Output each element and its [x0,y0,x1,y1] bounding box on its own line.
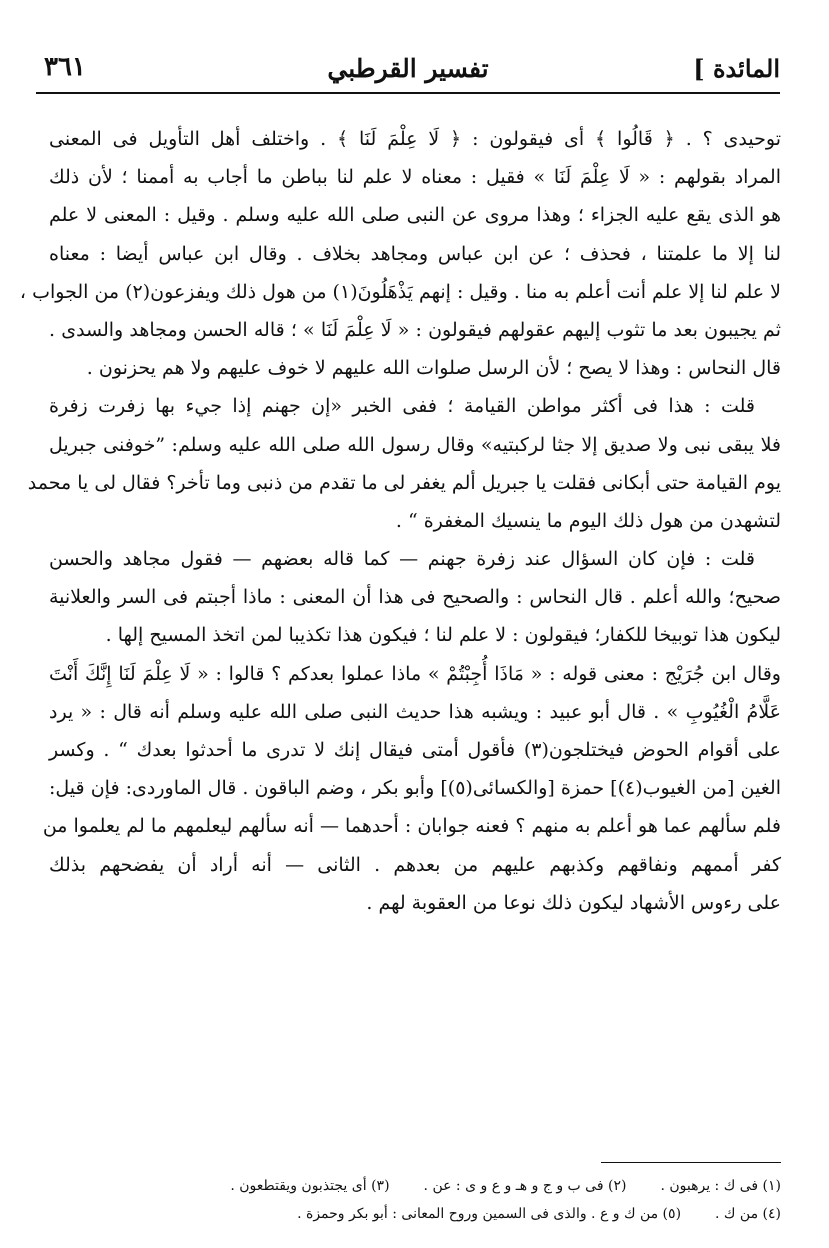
text-line: على رءوس الأشهاد ليكون ذلك نوعا من العقوبة لهم . [366,891,781,914]
text-line: لنا إلا ما علمتنا ، فحذف ؛ عن ابن عباس ومجاهد بخلاف . وقال ابن عباس أيضا : معناه [49,242,781,265]
chapter-name: المائدة ] [693,54,780,83]
text-line: وقال ابن جُرَيْج : معنى قوله : « مَاذَا أُجِبْتُمْ » ماذا عملوا بعدكم ؟ قالوا : « لَا عِلْمَ لَنَا إِنَّكَ أَنْتَ [49,662,781,685]
footnote-item: (٤) من ك . [715,1206,781,1222]
footnote-item: (٣) أى يجتذبون ويقتطعون . [230,1178,390,1194]
text-line: ثم يجيبون بعد ما تثوب إليهم عقولهم فيقولون : « لَا عِلْمَ لَنَا » ؛ قاله الحسن ومجاهد والسدى . [49,318,781,341]
book-title: تفسير القرطبي [327,54,489,83]
text-line: قلت : هذا فى أكثر مواطن القيامة ؛ ففى الخبر «إن جهنم إذا جيء بها زفرت زفرة [49,395,755,418]
text-line: صحيح؛ والله أعلم . قال النحاس : والصحيح فى هذا أن المعنى : ماذا أجبتم فى السر والعلانية [49,586,781,609]
text-line: ليكون هذا توبيخا للكفار؛ فيقولون : لا علم لنا ؛ فيكون هذا تكذيبا لمن اتخذ المسيح إلها . [105,624,781,647]
text-line: قال النحاس : وهذا لا يصح ؛ لأن الرسل صلوات الله عليهم لا خوف عليهم ولا هم يحزنون . [86,357,781,380]
footnote-line [49,1172,781,1200]
text-line: توحيدى ؟ . ﴿ قَالُوا ﴾ أى فيقولون : ﴿ لَا عِلْمَ لَنَا ﴾ . واختلف أهل التأويل فى المعنى [49,128,781,150]
text-line: قلت : فإن كان السؤال عند زفرة جهنم — كما قاله بعضهم — فقول مجاهد والحسن [49,548,755,571]
footnote-line [49,1200,781,1228]
footnotes [49,1172,781,1228]
footnote-item: (٢) فى ب و ج و هـ و ع و ى : عن . [423,1178,627,1194]
text-line: لا علم لنا إلا علم أنت أعلم به منا . وقيل : إنهم يَذْهَلُونَ(١) من هول ذلك ويفزعون(٢) من الجواب ، [19,280,781,303]
header-divider [36,92,780,94]
footnote-divider [601,1162,781,1163]
text-line: لتشهدن من هول ذلك اليوم ما ينسيك المغفرة “ . [395,509,781,532]
text-line: الغين [من الغيوب(٤)] حمزة [والكسائى(٥)] وأبو بكر ، وضم الباقون . قال الماوردى: فإن قيل: [49,777,781,800]
text-line: عَلَّامُ الْغُيُوبِ » . قال أبو عبيد : ويشبه هذا حديث النبى صلى الله عليه وسلم أنه قال : « يرد [49,700,781,723]
text-line: المراد بقولهم : « لَا عِلْمَ لَنَا » فقيل : معناه لا علم لنا بباطن ما أجاب به أممنا ؛ لأن ذلك [49,166,781,189]
text-line: كفر أممهم ونفاقهم وكذبهم عليهم من بعدهم . الثانى — أنه أراد أن يفضحهم بذلك [49,853,781,876]
footnote-item: (٥) من ك و ع . والذى فى السمين وروح المعانى : أبو بكر وحمزة . [297,1206,682,1222]
text-line: هو الذى يقع عليه الجزاء ؛ وهذا مروى عن النبى صلى الله عليه وسلم . وقيل : المعنى لا علم [49,204,781,227]
text-line: على أقوام الحوض فيختلجون(٣) فأقول أمتى فيقال إنك لا تدرى ما أحدثوا بعدك “ . وكسر [49,739,781,761]
text-line: يوم القيامة حتى أبكانى فقلت يا جبريل ألم يغفر لى ما تقدم من ذنبى وما تأخر؟ فقال لى يا محمد [27,471,781,494]
text-line: فلم سألهم عما هو أعلم به منهم ؟ فعنه جوابان : أحدهما — أنه سألهم ليعلمهم ما لم يعلموا من [42,815,781,838]
text-line: فلا يبقى نبى ولا صديق إلا جثا لركبتيه» وقال رسول الله صلى الله عليه وسلم: ”خوفنى جبريل [49,433,781,456]
page-header [36,48,780,92]
main-text [19,120,781,922]
footnote-item: (١) فى ك : يرهبون . [660,1178,781,1194]
page-number: ٣٦١ [44,52,86,82]
